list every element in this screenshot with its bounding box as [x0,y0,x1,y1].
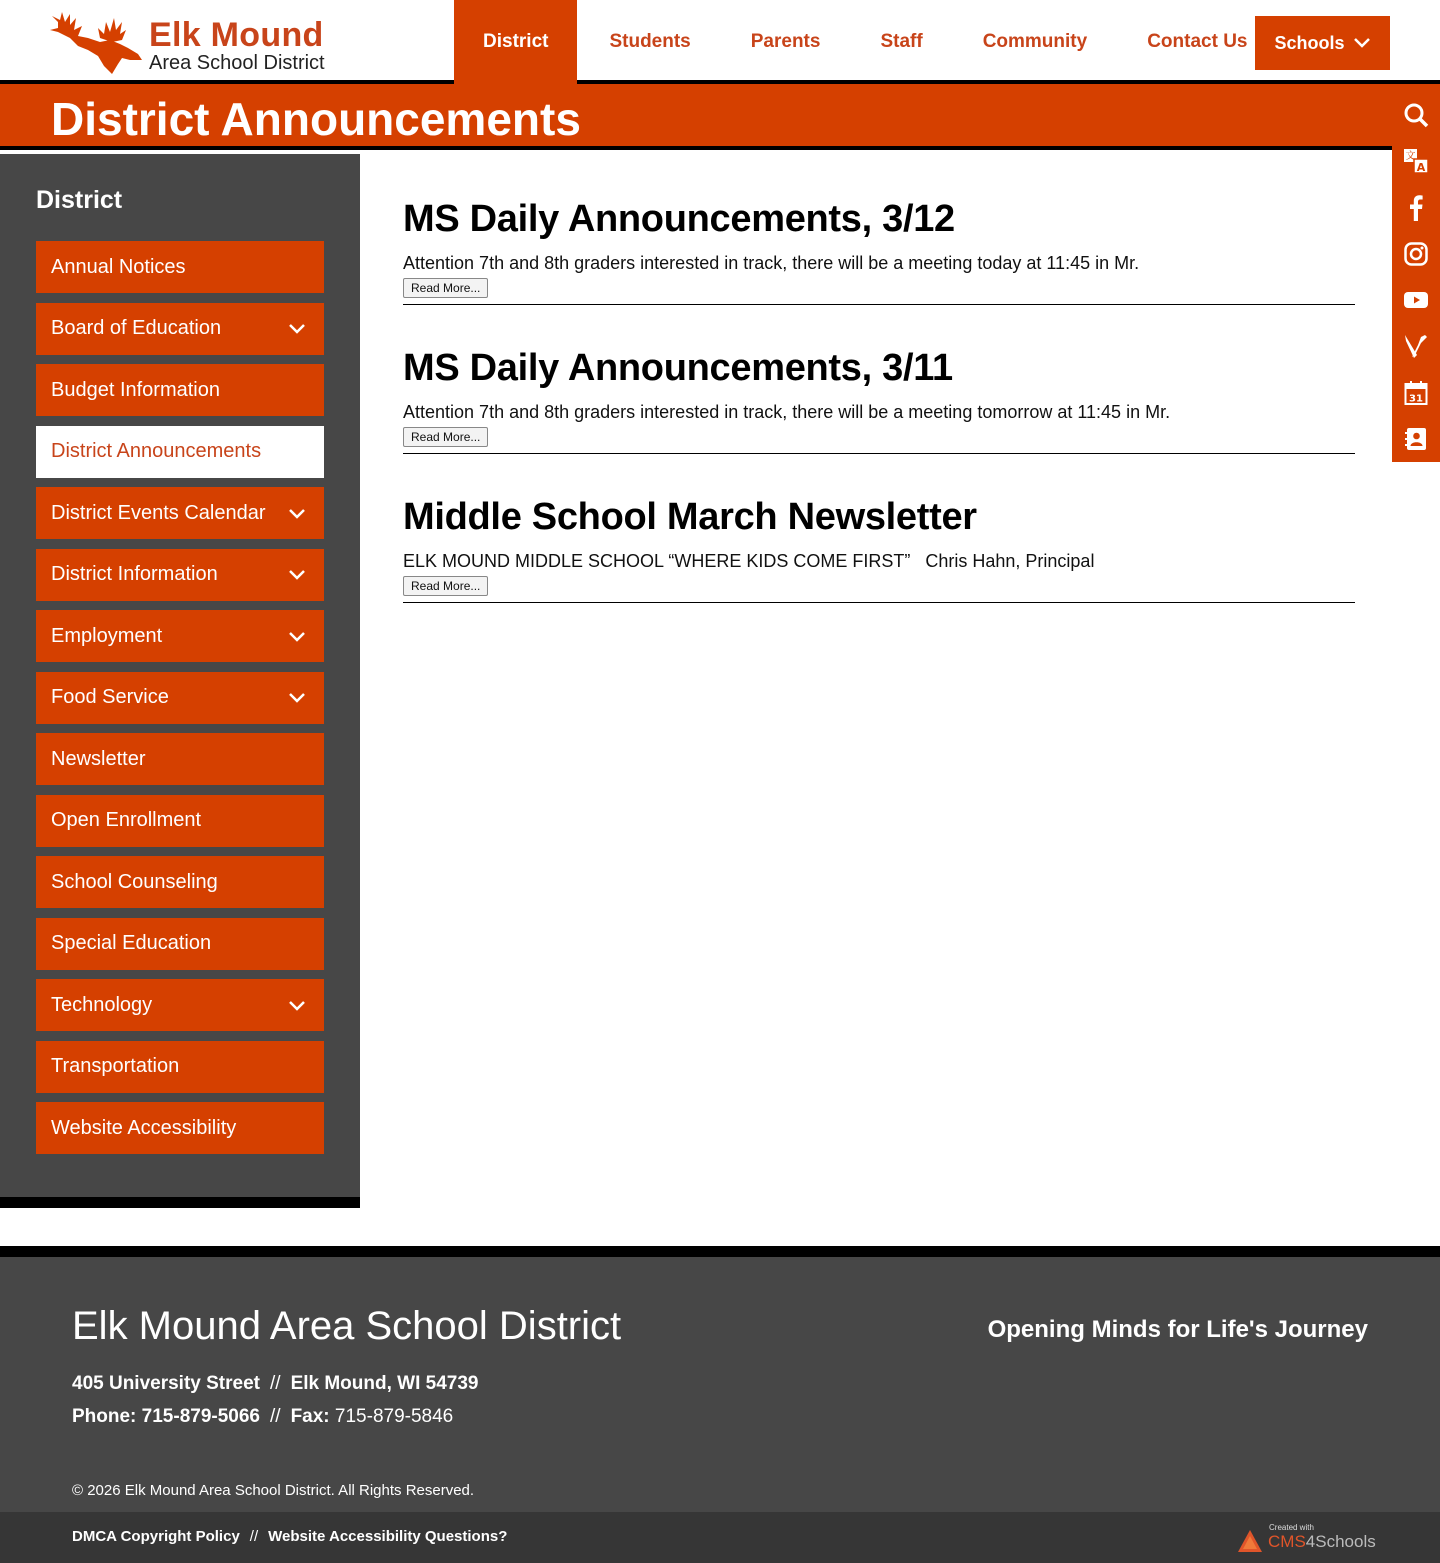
read-more-button[interactable]: Read More... [403,427,488,447]
chevron-down-icon[interactable] [286,318,308,340]
sidebar-item-label: Budget Information [51,378,220,401]
chevron-down-icon[interactable] [286,502,308,524]
schools-label: Schools [1274,32,1345,53]
sidebar-item-technology[interactable] [36,979,324,1031]
calendar-icon[interactable] [1392,370,1440,416]
page-title-banner [0,84,1392,150]
sidebar-item-label: Newsletter [51,747,146,770]
sidebar-item-district-events-calendar[interactable] [36,487,324,539]
announcement-title[interactable]: Middle School March Newsletter [403,496,977,538]
dmca-link[interactable]: DMCA Copyright Policy [72,1528,240,1545]
nav-parents[interactable]: Parents [750,31,821,52]
footer-district-name: Elk Mound Area School District [72,1304,622,1348]
svg-text:A: A [1416,161,1426,175]
sidebar-item-label: Employment [51,624,163,647]
announcement-item [403,454,1355,603]
footer-links [72,1528,507,1545]
sub-footer [0,1512,1440,1563]
separator: // [270,1406,281,1427]
facebook-icon[interactable] [1392,185,1440,231]
announcement-title[interactable]: MS Daily Announcements, 3/11 [403,347,953,389]
footer-city: Elk Mound, WI 54739 [290,1373,479,1394]
sidebar-item-board-of-education[interactable] [36,303,324,355]
site-header [0,0,1440,84]
announcement-item [403,305,1355,454]
announcement-excerpt: ELK MOUND MIDDLE SCHOOL “WHERE KIDS COME FIRST” Chris Hahn, Principal [403,551,1095,571]
sidebar-item-employment[interactable] [36,610,324,662]
cms4schools-badge[interactable] [1236,1522,1376,1556]
announcement-title[interactable]: MS Daily Announcements, 3/12 [403,198,955,240]
logo-subtitle: Area School District [149,52,325,74]
schools-dropdown-button[interactable] [1255,16,1390,70]
sidebar-item-label: Website Accessibility [51,1116,237,1139]
district-logo[interactable] [48,8,338,76]
sidebar-item-label: Special Education [51,932,212,954]
fax-number: 715-879-5846 [334,1406,454,1427]
chevron-down-icon[interactable] [286,687,308,709]
nav-district[interactable]: District [454,0,577,84]
logo-title: Elk Mound [149,16,324,54]
sidebar-menu [36,241,324,1164]
nav-students[interactable]: Students [609,31,691,52]
sidebar-item-label: School Counseling [51,870,218,893]
accessibility-questions-link[interactable]: Website Accessibility Questions? [268,1528,508,1545]
chevron-down-icon [1353,37,1371,49]
cms-created-with: Created with [1269,1523,1314,1532]
main-nav [454,0,1275,84]
search-icon[interactable] [1392,92,1440,138]
sidebar-title: District [36,186,123,214]
sidebar-item-district-announcements[interactable] [36,426,324,478]
sidebar-item-label: District Information [51,563,218,585]
sidebar-item-food-service[interactable] [36,672,324,724]
nav-staff[interactable]: Staff [880,31,923,52]
svg-text:31: 31 [1409,393,1423,405]
sidebar-item-label: District Events Calendar [51,501,266,524]
sidebar-item-special-education[interactable] [36,918,324,970]
site-footer [0,1246,1440,1512]
sidebar-item-school-counseling[interactable] [36,856,324,908]
sidebar-item-label: Annual Notices [51,255,186,278]
announcements-list [403,154,1355,603]
footer-contact [72,1406,453,1428]
translate-icon[interactable] [1392,138,1440,184]
sidebar-item-newsletter[interactable] [36,733,324,785]
fax-label: Fax: [290,1406,330,1427]
cms4schools-logo-icon [1236,1528,1264,1554]
svg-text:文: 文 [1405,151,1416,163]
sidebar-item-label: Transportation [51,1055,180,1077]
quick-links-bar [1392,84,1440,462]
food-menu-icon[interactable] [1392,323,1440,369]
separator: // [270,1373,281,1394]
footer-address [72,1373,479,1395]
instagram-icon[interactable] [1392,231,1440,277]
cms-brand: CMS4Schools [1268,1532,1376,1551]
page-title: District Announcements [51,93,581,145]
section-sidebar [0,154,360,1208]
youtube-icon[interactable] [1392,277,1440,323]
footer-street: 405 University Street [72,1373,260,1394]
copyright: © 2026 Elk Mound Area School District. All Rights Reserved. [72,1482,475,1499]
footer-tagline: Opening Minds for Life's Journey [987,1316,1368,1343]
read-more-button[interactable]: Read More... [403,576,488,596]
sidebar-item-label: District Announcements [51,440,262,462]
chevron-down-icon[interactable] [286,564,308,586]
phone-label: Phone: [72,1406,137,1427]
sidebar-item-label: Technology [51,993,153,1016]
announcement-item [403,154,1355,305]
sidebar-item-label: Food Service [51,686,169,708]
sidebar-item-label: Open Enrollment [51,809,202,831]
sidebar-item-label: Board of Education [51,317,222,339]
sidebar-item-open-enrollment[interactable] [36,795,324,847]
separator: // [249,1528,259,1545]
sidebar-item-transportation[interactable] [36,1041,324,1093]
announcement-excerpt: Attention 7th and 8th graders interested in track, there will be a meeting today at 11:45 in Mr. [403,253,1140,273]
sidebar-item-district-information[interactable] [36,549,324,601]
directory-icon[interactable] [1392,416,1440,462]
nav-community[interactable]: Community [982,31,1088,52]
phone-number[interactable]: 715-879-5066 [141,1406,260,1427]
nav-contact-us[interactable]: Contact Us [1147,31,1248,52]
announcement-excerpt: Attention 7th and 8th graders interested in track, there will be a meeting tomorrow at 11:45 in Mr. [403,402,1171,422]
read-more-button[interactable]: Read More... [403,278,488,298]
elk-logo-icon [48,8,144,76]
sidebar-item-budget-information[interactable] [36,364,324,416]
sidebar-item-website-accessibility[interactable] [36,1102,324,1154]
sidebar-item-annual-notices[interactable] [36,241,324,293]
chevron-down-icon[interactable] [286,625,308,647]
chevron-down-icon[interactable] [286,994,308,1016]
